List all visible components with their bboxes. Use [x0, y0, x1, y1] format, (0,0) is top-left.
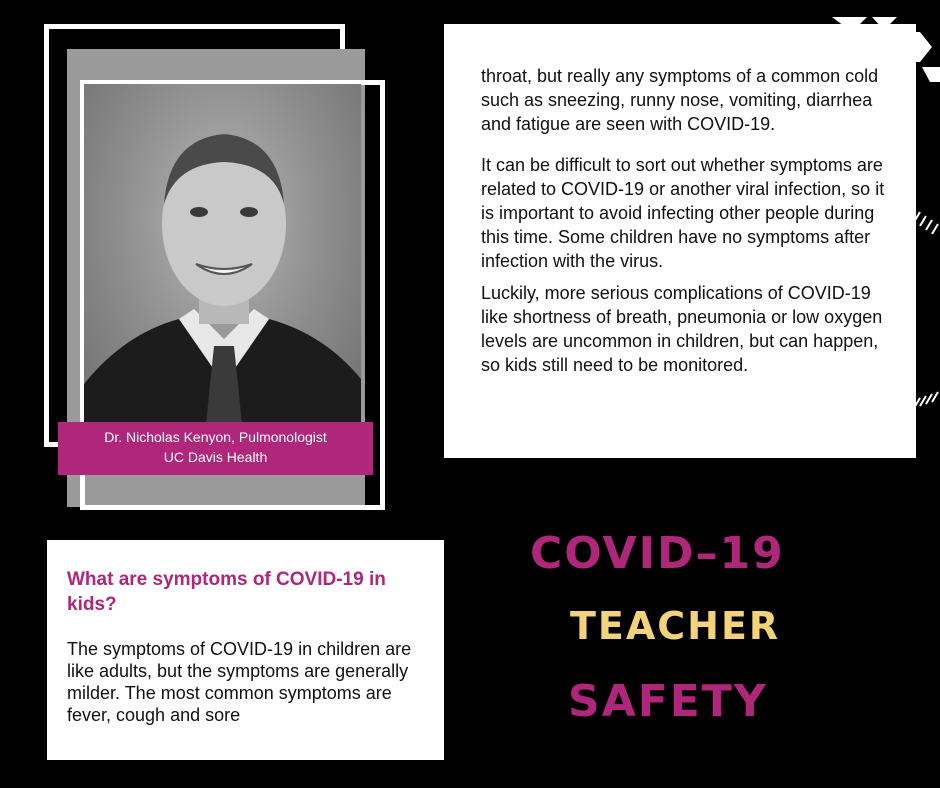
paragraph-complications: Luckily, more serious complications of COVID-19 like shortness of breath, pneumonia or low oxygen levels are uncommon in children, but can happen, so kids still need to be monitored.: [481, 283, 883, 375]
question-heading: What are symptoms of COVID-19 in kids?: [67, 569, 386, 615]
photo-caption: [58, 422, 373, 475]
hatch-decoration-icon: [912, 200, 940, 240]
headline-teacher: TEACHER: [570, 604, 781, 648]
caption-affiliation: UC Davis Health: [163, 449, 268, 465]
portrait-photo: [84, 84, 361, 424]
headline-safety: SAFETY: [568, 676, 768, 727]
headline-covid: COVID–19: [530, 528, 785, 579]
paragraph-viral-infection: It can be difficult to sort out whether symptoms are related to COVID-19 or another viral infection, so it is important to avoid infecting other people during this time. Some children have no symptoms after infection with the virus.: [481, 155, 885, 271]
caption-name: Dr. Nicholas Kenyon, Pulmonologist: [104, 429, 327, 445]
hatch-decoration-icon-2: [912, 380, 940, 420]
paragraph-common-cold: throat, but really any symptoms of a common cold such as sneezing, runny nose, vomiting, diarrhea and fatigue are seen with COVID-19.: [481, 66, 879, 134]
article-card-intro: [47, 540, 444, 760]
chevron-decoration-icon: [822, 12, 940, 82]
question-body: The symptoms of COVID-19 in children are like adults, but the symptoms are generally milder. The most common symptoms are fever, cough and sore: [67, 639, 412, 725]
person-icon: [84, 84, 361, 424]
article-card-continued: [444, 24, 916, 458]
